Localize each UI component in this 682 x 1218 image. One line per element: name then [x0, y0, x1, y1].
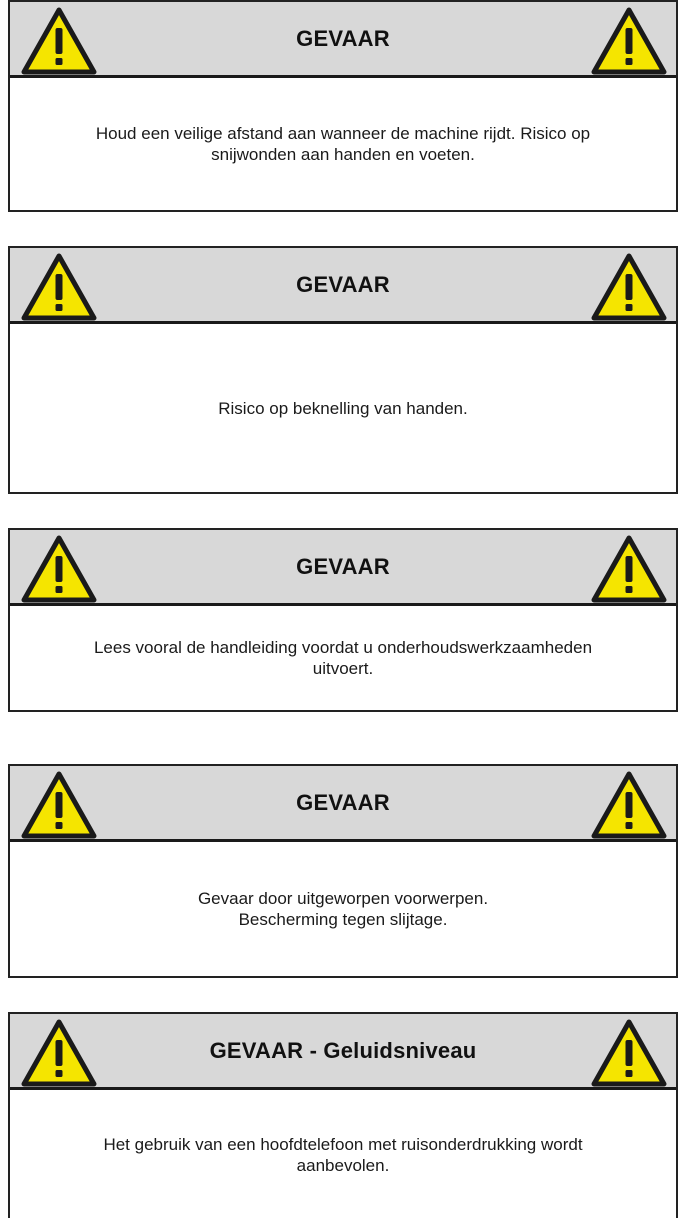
sign-message-line: Gevaar door uitgeworpen voorwerpen.: [197, 889, 489, 908]
sign-title: GEVAAR: [296, 272, 390, 297]
sign-message: [43, 1134, 643, 1176]
sign-message: [43, 398, 643, 419]
warning-triangle-icon: [590, 252, 668, 322]
sign-message-line: Het gebruik van een hoofdtelefoon met ruisonderdrukking wordt: [103, 1135, 583, 1154]
warning-sign: [8, 528, 678, 712]
sign-message-line: Lees vooral de handleiding voordat u onderhoudswerkzaamheden: [93, 638, 593, 657]
sign-title: GEVAAR: [296, 26, 390, 51]
sign-title: GEVAAR: [296, 554, 390, 579]
sign-message: [43, 637, 643, 679]
sign-message-line: Bescherming tegen slijtage.: [238, 910, 448, 929]
sign-message-line: uitvoert.: [312, 659, 374, 678]
sign-body: [10, 78, 676, 210]
sign-message: [43, 123, 643, 165]
warning-triangle-icon: [590, 534, 668, 604]
warning-triangle-icon: [590, 770, 668, 840]
warning-sign: [8, 1012, 678, 1218]
warning-sign: [8, 764, 678, 978]
sign-body: [10, 324, 676, 492]
sign-body: [10, 606, 676, 710]
warning-triangle-icon: [590, 1018, 668, 1088]
sign-header: [10, 766, 676, 842]
sign-message-line: Houd een veilige afstand aan wanneer de machine rijdt. Risico op: [95, 124, 591, 143]
sign-header: [10, 1014, 676, 1090]
warning-sign: [8, 246, 678, 494]
warning-triangle-icon: [590, 6, 668, 76]
sign-message-line: Risico op beknelling van handen.: [218, 398, 468, 418]
sign-message-line: snijwonden aan handen en voeten.: [211, 145, 475, 164]
sign-header: [10, 248, 676, 324]
sign-header: [10, 2, 676, 78]
sign-body: [10, 1090, 676, 1218]
sign-body: [10, 842, 676, 976]
sign-title: GEVAAR: [296, 790, 390, 815]
sign-header: [10, 530, 676, 606]
warning-sign: [8, 0, 678, 212]
sign-message-line: aanbevolen.: [296, 1156, 390, 1175]
sign-message: [43, 888, 643, 930]
sign-title: GEVAAR - Geluidsniveau: [209, 1038, 477, 1063]
